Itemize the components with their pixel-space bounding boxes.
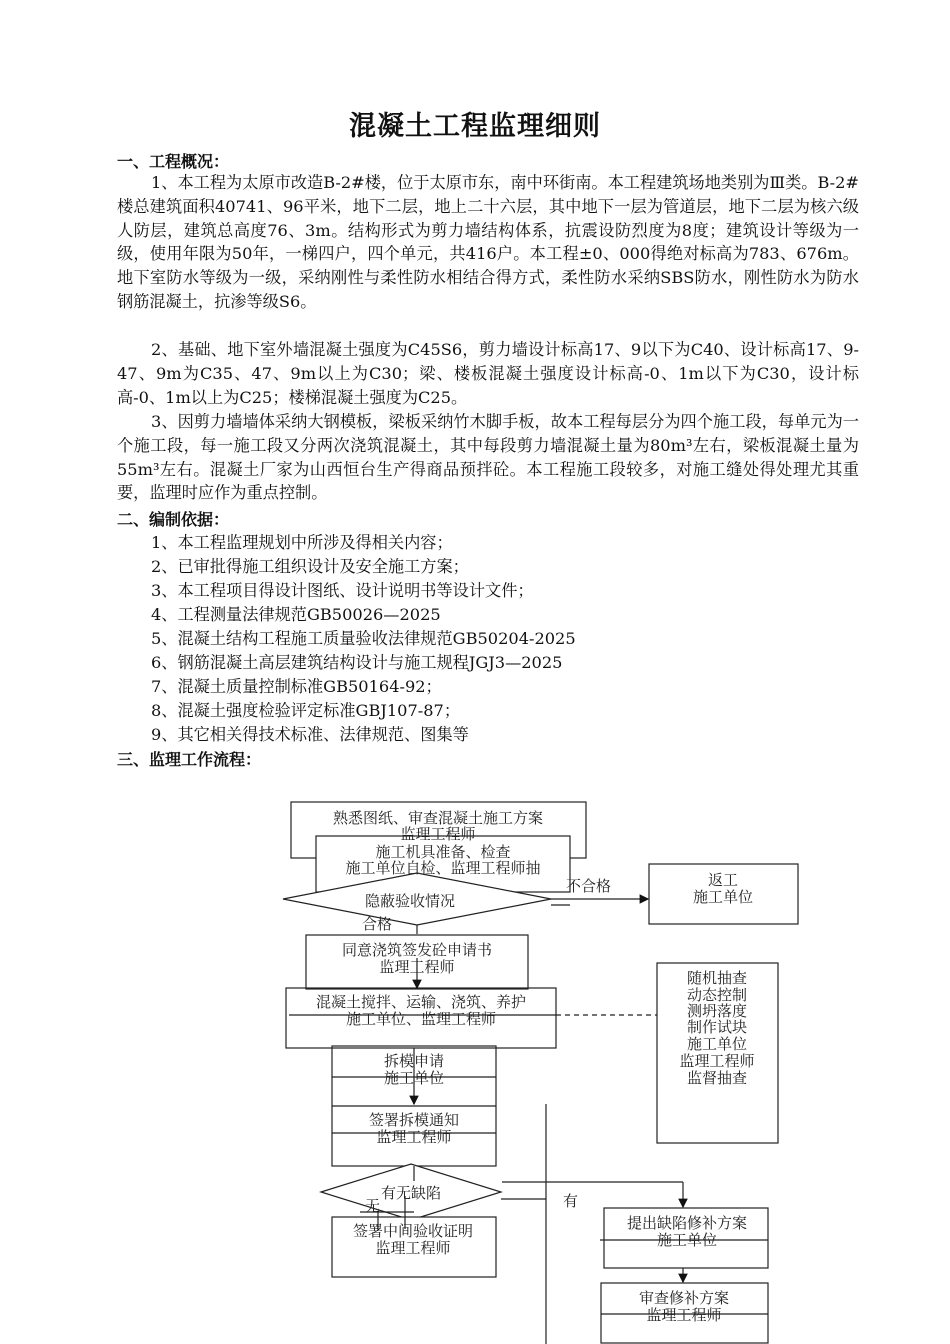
overview-paragraph-1: 1、本工程为太原市改造B-2#楼，位于太原市东，南中环街南。本工程建筑场地类别为Ⅲ类。B-2#楼总建筑面积40741、96平米，地下二层，地上二十六层，其中地下一层为管道层，地下二层为核六级人防层，建筑总高度76、3m。结构形式为剪力墙结构体系，抗震设防烈度为8度；建筑设计等级为一级，使用年限为50年，一梯四户，四个单元，共416户。本工程±0、000得绝对标高为783、676m。地下室防水等级为一级，采纳刚性与柔性防水相结合得方式，柔性防水采纳SBS防水，刚性防水为防水钢筋混凝土，抗渗等级S6。 [117, 173, 859, 311]
flow-diamond1-label: 隐蔽验收情况 [364, 892, 456, 910]
overview-paragraph-2: 2、基础、地下室外墙混凝土强度为C45S6，剪力墙设计标高17、9以下为C40、设计标高17、9-47、9m为C35、47、9m以上为C30；梁、楼板混凝土强度设计标高-0、1m以下为C30，设计标高-0、1m以上为C25；楼梯混凝土强度为C25。 [117, 340, 859, 407]
flow-box8-line2: 施工单位 [656, 1231, 718, 1249]
flow-box1-line2: 监理工程师 [400, 825, 476, 843]
flow-box2-line1: 施工机具准备、检查 [375, 843, 511, 861]
flow-box1-line1: 熟悉图纸、审查混凝土施工方案 [332, 809, 544, 827]
section-heading-workflow: 三、监理工作流程： [117, 750, 262, 769]
flow-label-fail: 不合格 [566, 877, 612, 895]
basis-item-1: 1、本工程监理规划中所涉及得相关内容； [151, 533, 453, 552]
flow-label-yes: 有 [563, 1192, 579, 1210]
flow-box6-line1: 签署拆模通知 [368, 1111, 460, 1129]
flow-side-line6: 监理工程师 [679, 1052, 755, 1070]
basis-item-6: 6、钢筋混凝土高层建筑结构设计与施工规程JGJ3—2025 [151, 653, 563, 672]
flow-box5-line2: 施工单位 [383, 1069, 445, 1087]
basis-item-8: 8、混凝土强度检验评定标准GBJ107-87； [151, 701, 461, 720]
flow-label-pass: 合格 [362, 915, 393, 933]
overview-paragraph-3: 3、因剪力墙墙体采纳大钢模板，梁板采纳竹木脚手板，故本工程每层分为四个施工段，每单元为一个施工段，每一施工段又分两次浇筑混凝土，其中每段剪力墙混凝土量为80m³左右，梁板混凝土量为55m³左右。混凝土厂家为山西恒台生产得商品预拌砼。本工程施工段较多，对施工缝处得处理尤其重要，监理时应作为重点控制。 [117, 412, 859, 503]
flow-box7-line2: 监理工程师 [375, 1239, 451, 1257]
flow-side-line7: 监督抽查 [686, 1069, 748, 1087]
flow-side-line4: 制作试块 [686, 1018, 748, 1036]
flow-box3-line1: 同意浇筑签发砼申请书 [341, 941, 493, 959]
section-heading-overview: 一、工程概况： [117, 152, 230, 171]
flow-box5-line1: 拆模申请 [383, 1052, 445, 1070]
flow-box9-line1: 审查修补方案 [638, 1289, 730, 1307]
basis-item-2: 2、已审批得施工组织设计及安全施工方案； [151, 557, 469, 576]
flow-side-line5: 施工单位 [686, 1035, 748, 1053]
basis-item-3: 3、本工程项目得设计图纸、设计说明书等设计文件； [151, 581, 534, 600]
flow-label-no: 无 [365, 1197, 381, 1215]
flow-box7-line1: 签署中间验收证明 [352, 1222, 474, 1240]
flow-rework-line2: 施工单位 [692, 888, 754, 906]
flow-rework-line1: 返工 [707, 871, 739, 889]
flow-box9-line2: 监理工程师 [646, 1306, 722, 1324]
flow-box3-line2: 监理工程师 [379, 958, 455, 976]
basis-item-9: 9、其它相关得技术标准、法律规范、图集等 [151, 725, 469, 744]
flow-box6-line2: 监理工程师 [376, 1128, 452, 1146]
flow-box2-line2: 施工单位自检、监理工程师抽 [345, 859, 541, 877]
flow-side-line3: 测坍落度 [686, 1002, 748, 1020]
basis-item-5: 5、混凝土结构工程施工质量验收法律规范GB50204-2025 [151, 629, 576, 648]
basis-item-7: 7、混凝土质量控制标准GB50164-92； [151, 677, 442, 696]
flow-side-line2: 动态控制 [686, 986, 748, 1004]
basis-item-4: 4、工程测量法律规范GB50026—2025 [151, 605, 441, 624]
flow-box4-line2: 施工单位、监理工程师 [345, 1010, 497, 1028]
document-title: 混凝土工程监理细则 [349, 111, 601, 142]
flow-box8-line1: 提出缺陷修补方案 [626, 1214, 748, 1232]
flow-side-line1: 随机抽查 [686, 969, 748, 987]
flow-box4-line1: 混凝土搅拌、运输、浇筑、养护 [315, 993, 527, 1011]
flow-diamond2-label: 有无缺陷 [380, 1184, 442, 1202]
section-heading-basis: 二、编制依据： [117, 510, 230, 529]
